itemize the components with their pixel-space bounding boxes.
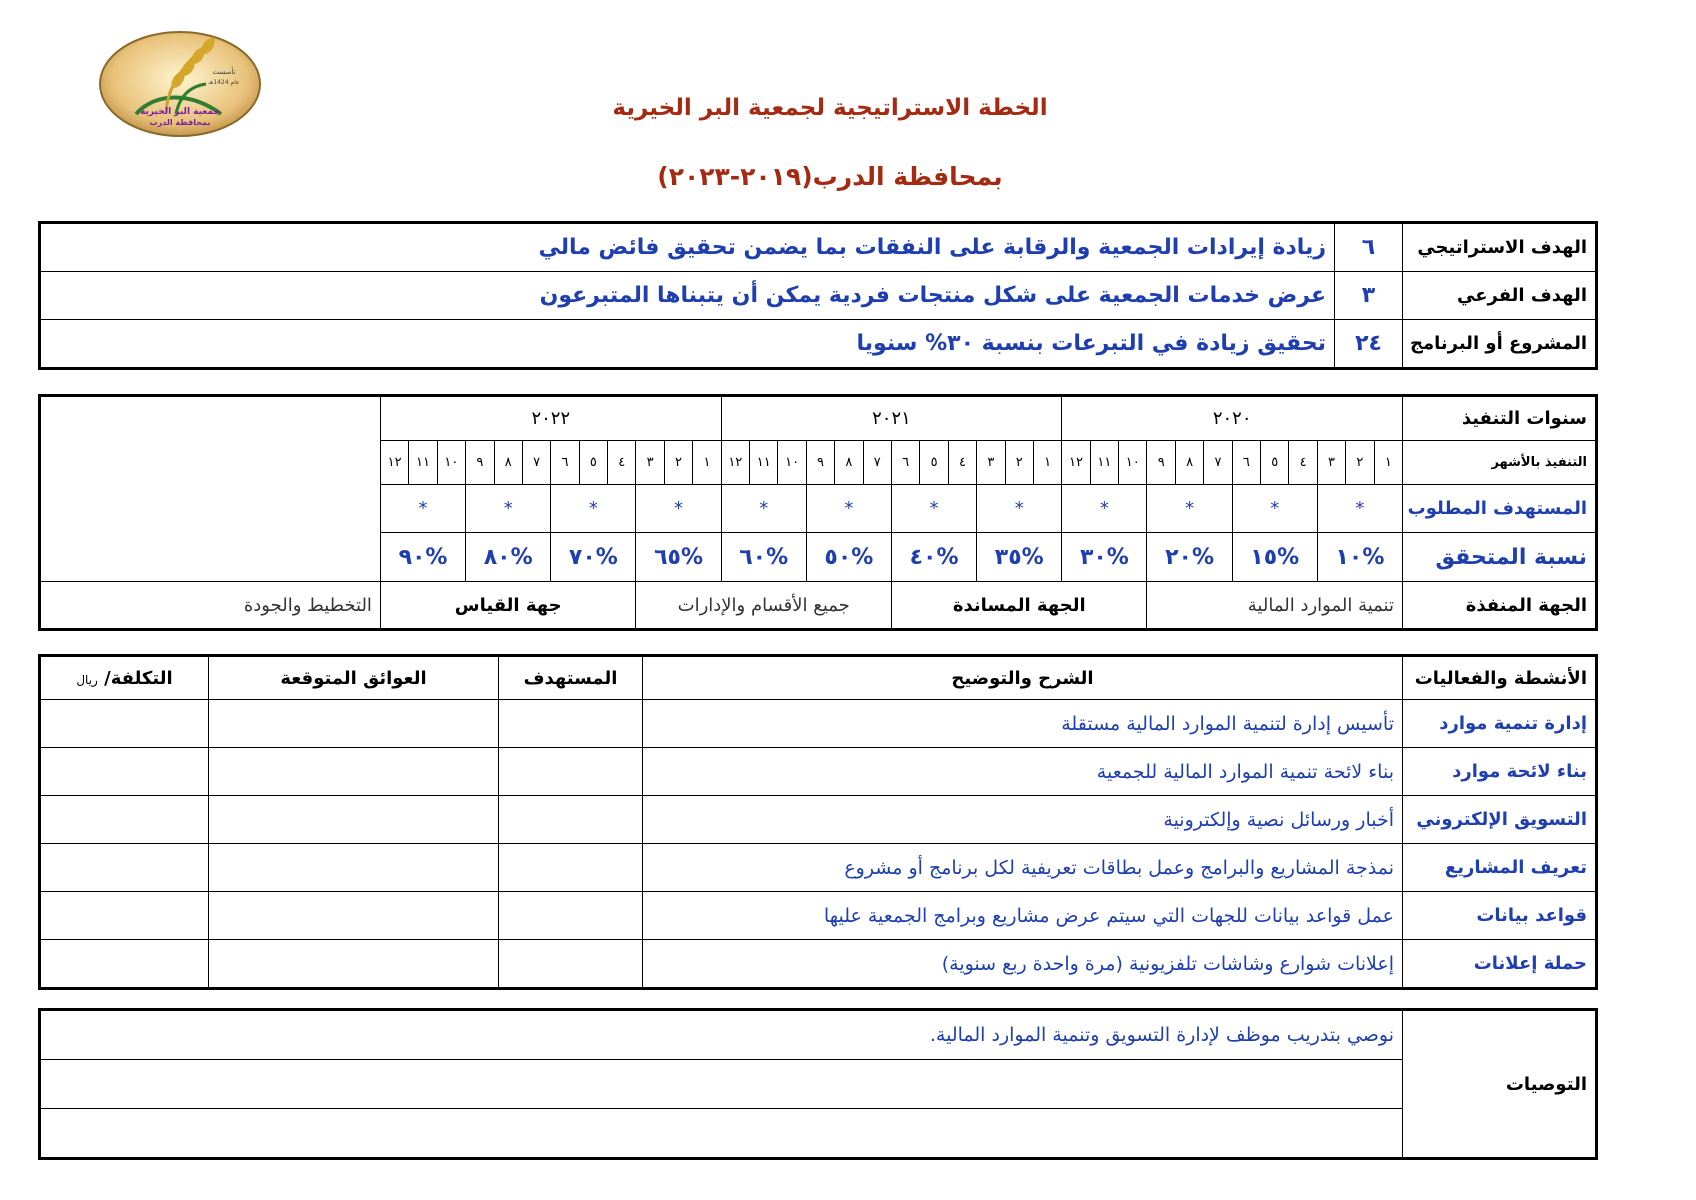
month-cell: ١٢ — [380, 441, 408, 485]
goal-row — [40, 320, 1597, 369]
month-cell: ٦ — [891, 441, 919, 485]
col-obstacles: العوائق المتوقعة — [209, 656, 499, 700]
activity-row — [40, 940, 1597, 989]
month-cell: ٣ — [636, 441, 664, 485]
impl-label: الجهة المنفذة — [1403, 582, 1597, 630]
month-cell: ١١ — [409, 441, 437, 485]
month-cell: ٤ — [948, 441, 976, 485]
goal-number: ٢٤ — [1335, 320, 1403, 369]
month-cell: ٧ — [1204, 441, 1232, 485]
target-mark: * — [891, 485, 976, 533]
goal-label: الهدف الفرعي — [1403, 272, 1597, 320]
month-cell: ١٠ — [1119, 441, 1147, 485]
month-cell: ١٠ — [437, 441, 465, 485]
recommendation-row — [40, 1060, 1597, 1109]
months-row — [40, 441, 1597, 485]
logo-text-year: عام 1424هـ — [208, 79, 240, 86]
activity-cost — [40, 700, 209, 748]
activity-cost — [40, 748, 209, 796]
month-cell: ١١ — [1090, 441, 1118, 485]
month-cell: ٣ — [1317, 441, 1345, 485]
percent-cell: %٥٠ — [806, 533, 891, 582]
month-cell: ٢ — [1346, 441, 1374, 485]
target-mark: * — [1147, 485, 1232, 533]
activity-target — [499, 748, 643, 796]
activities-header-row — [40, 656, 1597, 700]
percent-cell: %٢٠ — [1147, 533, 1232, 582]
activity-target — [499, 844, 643, 892]
goal-text: تحقيق زيادة في التبرعات بنسبة ٣٠% سنويا — [40, 320, 1335, 369]
activity-cost — [40, 940, 209, 989]
month-cell: ٨ — [1175, 441, 1203, 485]
year-cell: ٢٠٢٢ — [380, 396, 721, 441]
percent-cell: %٦٠ — [721, 533, 806, 582]
month-cell: ٦ — [1232, 441, 1260, 485]
logo-text-name: جمعية البر الخيرية — [140, 107, 220, 117]
measure-value: التخطيط والجودة — [40, 582, 381, 630]
goal-row — [40, 272, 1597, 320]
activity-cost — [40, 796, 209, 844]
percent-cell: %١٥ — [1232, 533, 1317, 582]
col-desc: الشرح والتوضيح — [643, 656, 1403, 700]
support-value: جميع الأقسام والإدارات — [636, 582, 892, 630]
activity-obstacles — [209, 892, 499, 940]
recommendation-row — [40, 1010, 1597, 1060]
recommendations-table — [38, 1008, 1598, 1160]
activity-row — [40, 748, 1597, 796]
recommendation-text — [40, 1060, 1403, 1109]
month-cell: ٣ — [977, 441, 1005, 485]
activity-desc: إعلانات شوارع وشاشات تلفزيونية (مرة واحدة ربع سنوية) — [643, 940, 1403, 989]
target-mark: * — [721, 485, 806, 533]
month-cell: ٨ — [835, 441, 863, 485]
activity-row — [40, 844, 1597, 892]
activity-name: التسويق الإلكتروني — [1403, 796, 1597, 844]
month-cell: ٧ — [522, 441, 550, 485]
activity-row — [40, 700, 1597, 748]
month-cell: ١١ — [750, 441, 778, 485]
col-target: المستهدف — [499, 656, 643, 700]
subtitle-place: بمحافظة الدرب — [812, 162, 1003, 191]
month-cell: ٨ — [494, 441, 522, 485]
month-cell: ١٢ — [721, 441, 749, 485]
activity-desc: أخبار ورسائل نصية وإلكترونية — [643, 796, 1403, 844]
support-label: الجهة المساندة — [891, 582, 1147, 630]
percent-cell: %٤٠ — [891, 533, 976, 582]
target-mark: * — [1062, 485, 1147, 533]
activity-desc: بناء لائحة تنمية الموارد المالية للجمعية — [643, 748, 1403, 796]
percent-cell: %٣٠ — [1062, 533, 1147, 582]
goal-label: المشروع أو البرنامج — [1403, 320, 1597, 369]
activity-name: قواعد بيانات — [1403, 892, 1597, 940]
percent-cell: %٧٠ — [551, 533, 636, 582]
years-label: سنوات التنفيذ — [1403, 396, 1597, 441]
month-cell: ٥ — [579, 441, 607, 485]
percent-cell: %٩٠ — [380, 533, 465, 582]
pct-label: نسبة المتحقق — [1403, 533, 1597, 582]
col-cost-label: التكلفة/ — [104, 667, 173, 689]
col-cost — [40, 656, 209, 700]
col-activity: الأنشطة والفعاليات — [1403, 656, 1597, 700]
percent-cell: %٨٠ — [466, 533, 551, 582]
subtitle-years: (٢٠١٩-٢٠٢٣) — [657, 162, 813, 191]
month-cell: ٢ — [664, 441, 692, 485]
schedule-table — [38, 394, 1598, 631]
goal-row — [40, 223, 1597, 272]
activity-name: بناء لائحة موارد — [1403, 748, 1597, 796]
target-label: المستهدف المطلوب — [1403, 485, 1597, 533]
implementation-row — [40, 582, 1597, 630]
percent-cell: %٦٥ — [636, 533, 721, 582]
target-mark: * — [636, 485, 721, 533]
percent-cell: %٣٥ — [977, 533, 1062, 582]
goal-text: عرض خدمات الجمعية على شكل منتجات فردية يمكن أن يتبناها المتبرعون — [40, 272, 1335, 320]
year-cell: ٢٠٢٠ — [1062, 396, 1403, 441]
month-cell: ٤ — [1289, 441, 1317, 485]
target-mark: * — [806, 485, 891, 533]
goal-label: الهدف الاستراتيجي — [1403, 223, 1597, 272]
month-cell: ١ — [1033, 441, 1061, 485]
goal-number: ٦ — [1335, 223, 1403, 272]
association-logo — [96, 22, 264, 142]
goal-text: زيادة إيرادات الجمعية والرقابة على النفقات بما يضمن تحقيق فائض مالي — [40, 223, 1335, 272]
col-cost-unit: ريال — [76, 672, 98, 687]
month-cell: ١٠ — [778, 441, 806, 485]
recommendation-row — [40, 1109, 1597, 1159]
month-cell: ٥ — [920, 441, 948, 485]
page-title: الخطة الاستراتيجية لجمعية البر الخيرية — [612, 95, 1048, 121]
activity-cost — [40, 892, 209, 940]
activity-target — [499, 892, 643, 940]
activity-row — [40, 892, 1597, 940]
percent-row — [40, 533, 1597, 582]
activity-target — [499, 940, 643, 989]
activity-obstacles — [209, 748, 499, 796]
activity-name: تعريف المشاريع — [1403, 844, 1597, 892]
target-mark: * — [551, 485, 636, 533]
activity-obstacles — [209, 700, 499, 748]
month-cell: ٢ — [1005, 441, 1033, 485]
target-mark: * — [380, 485, 465, 533]
activity-name: إدارة تنمية موارد — [1403, 700, 1597, 748]
month-cell: ٩ — [806, 441, 834, 485]
goal-number: ٣ — [1335, 272, 1403, 320]
activity-obstacles — [209, 796, 499, 844]
recommendations-label: التوصيات — [1403, 1010, 1597, 1159]
target-mark: * — [1317, 485, 1402, 533]
activity-cost — [40, 844, 209, 892]
target-mark: * — [466, 485, 551, 533]
activity-row — [40, 796, 1597, 844]
target-mark: * — [977, 485, 1062, 533]
month-cell: ١ — [1374, 441, 1402, 485]
goals-table — [38, 221, 1598, 370]
measure-label: جهة القياس — [380, 582, 636, 630]
month-cell: ١٢ — [1062, 441, 1090, 485]
recommendation-text: نوصي بتدريب موظف لإدارة التسويق وتنمية الموارد المالية. — [40, 1010, 1403, 1060]
logo-text-founded: تأسست — [212, 68, 236, 76]
impl-value: تنمية الموارد المالية — [1147, 582, 1403, 630]
activity-target — [499, 796, 643, 844]
logo-text-place: بمحافظة الدرب — [149, 118, 211, 127]
years-row — [40, 396, 1597, 441]
page-subtitle — [560, 162, 1100, 191]
activities-table — [38, 654, 1598, 990]
year-cell: ٢٠٢١ — [721, 396, 1062, 441]
month-cell: ٩ — [1147, 441, 1175, 485]
recommendation-text — [40, 1109, 1403, 1159]
targets-row — [40, 485, 1597, 533]
month-cell: ٦ — [551, 441, 579, 485]
activity-name: حملة إعلانات — [1403, 940, 1597, 989]
month-cell: ٩ — [466, 441, 494, 485]
month-cell: ٥ — [1261, 441, 1289, 485]
activity-target — [499, 700, 643, 748]
activity-desc: تأسيس إدارة لتنمية الموارد المالية مستقلة — [643, 700, 1403, 748]
activity-obstacles — [209, 940, 499, 989]
activity-obstacles — [209, 844, 499, 892]
month-cell: ٤ — [608, 441, 636, 485]
target-mark: * — [1232, 485, 1317, 533]
month-cell: ١ — [693, 441, 721, 485]
months-label: التنفيذ بالأشهر — [1403, 441, 1597, 485]
activity-desc: نمذجة المشاريع والبرامج وعمل بطاقات تعريفية لكل برنامج أو مشروع — [643, 844, 1403, 892]
month-cell: ٧ — [863, 441, 891, 485]
percent-cell: %١٠ — [1317, 533, 1402, 582]
activity-desc: عمل قواعد بيانات للجهات التي سيتم عرض مشاريع وبرامج الجمعية عليها — [643, 892, 1403, 940]
